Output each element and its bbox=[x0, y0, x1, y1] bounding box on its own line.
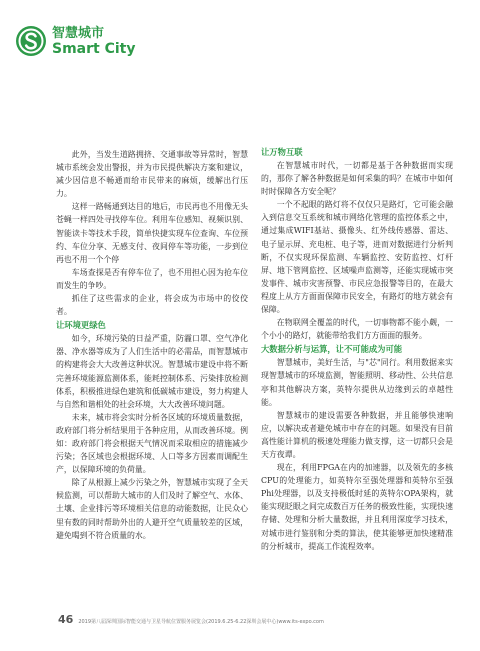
body-paragraph: 智慧城市，美好生活，与"芯"同行。利用数据来实现智慧城市的环境监测，智能照明、移动性、公共信息亭和其他解决方案，英特尔提供从边缘到云的卓越性能。 bbox=[261, 358, 453, 407]
body-paragraph: 未来，城市将会实时分析各区域的环境质量数据，政府部门将分析结果用于各种应用，从而改善环境。例如：政府部门将会根据天气情况而采取相应的措施减少污染；各区域也会根据环境、人口等多方因素而调配生产，以保障环境的负荷量。 bbox=[56, 412, 248, 475]
body-paragraph: 一个不起眼的路灯将不仅仅只是路灯，它可能会融入到信息交互系统和城市网络化管理的监控体系之中，通过集成WIFI基站、摄像头、红外线传感器、雷达、电子显示屏、充电桩、电子等，进而对数据进行分析判断，不仅实现环保监测、车辆监控、安防监控、灯杆屏、地下管网监控、区域噪声监测等，还能实现城市突发事件、城市灾害预警、市民应急报警等目的，在最大程度上从方方面面保障市民安全，有路灯的地方就会有保障。 bbox=[261, 200, 453, 315]
body-paragraph: 在智慧城市时代，一切都是基于各种数据而实现的，那你了解各种数据是如何采集的吗？在城市中如何时时保障各方安全呢？ bbox=[261, 161, 453, 197]
body-paragraph: 此外，当发生道路拥挤、交通事故等异常时，智慧城市系统会发出警报，并为市民提供解决方案和建议，减少因信息不畅通而给市民带来的麻烦，缓解出行压力。 bbox=[56, 150, 248, 199]
body-paragraph: 车场查探是否有停车位了，也不用担心因为抢车位而发生的争吵。 bbox=[56, 267, 248, 290]
body-paragraph: 智慧城市的建设需要各种数据，并且能够快速响应，以解决或者避免城市中存在的问题。如果没有目前高性能计算机的极速处理能力做支撑，这一切都只会是天方夜谭。 bbox=[261, 410, 453, 459]
body-paragraph: 这样一路畅通到达目的地后，市民再也不用像无头苍蝇一样四处寻找停车位。利用车位感知、视频识别、智能读卡等技术手段，简单快捷实现车位查询、车位预约、车位分享、无感支付、夜间停车等功能，一步到位再也不用一个个停 bbox=[56, 202, 248, 264]
page-footer bbox=[58, 613, 324, 626]
body-paragraph: 除了从根源上减少污染之外，智慧城市实现了全天候监测，可以帮助大城市的人们及时了解空气、水体、土壤、企业排污等环境相关信息的动能数据，让民众心里有数的同时帮助外出的人避开空气质量较差的区域，避免喝到不符合质量的水。 bbox=[56, 478, 248, 540]
body-paragraph: 现在，利用FPGA在内的加速器，以及领先的多核CPU的处理能力，如英特尔至强处理器和英特尔至强Phi处理器，以及支持极低时延的英特尔OPA架构，就能实现眨眼之间完成数百万任务的极致性能，实现快速存储、处理和分析大量数据，并且利用深度学习技术，对城市进行鉴别和分类的算法，使其能够更加快速精准的分析城市，提高工作流程效率。 bbox=[261, 463, 453, 551]
body-paragraph: 抓住了这些需求的企业，将会成为市场中的佼佼者。 bbox=[56, 294, 248, 317]
page-number: 46 bbox=[58, 613, 74, 626]
section-title-chinese: 智慧城市 bbox=[52, 25, 105, 41]
footer-note: 2019第八届深圳国际智能交通与卫星导航位置服务展览会(2019.6.25-6.22深圳会展中心)www.its-expo.com bbox=[78, 619, 324, 625]
section-title-english: Smart City bbox=[52, 40, 136, 57]
section-heading: 让环境更绿色 bbox=[56, 320, 106, 331]
section-heading: 让万物互联 bbox=[261, 147, 303, 157]
body-paragraph: 在物联网全覆盖的时代，一切事物都不能小觑，一个小小的路灯，就能带给我们方方面面的服务。 bbox=[261, 318, 453, 341]
magazine-header bbox=[16, 26, 135, 56]
body-paragraph: 如今，环境污染的日益严重，防霾口罩、空气净化器、净水器等成为了人们生活中的必需品，而智慧城市的构建将会大大改善这种状况。智慧城市建设中将不断完善环境能源监测体系，能耗控制体系、污染排放检测体系，积极推进绿色建筑和低碳城市建设，努力构建人与自然和谐相处的社会环境，大大改善环境问题。 bbox=[56, 334, 248, 409]
article-column-right bbox=[261, 148, 453, 553]
article-column-left bbox=[56, 148, 248, 542]
section-heading: 大数据分析与运算，让不可能成为可能 bbox=[261, 344, 403, 355]
smart-city-logo-icon bbox=[16, 26, 46, 56]
